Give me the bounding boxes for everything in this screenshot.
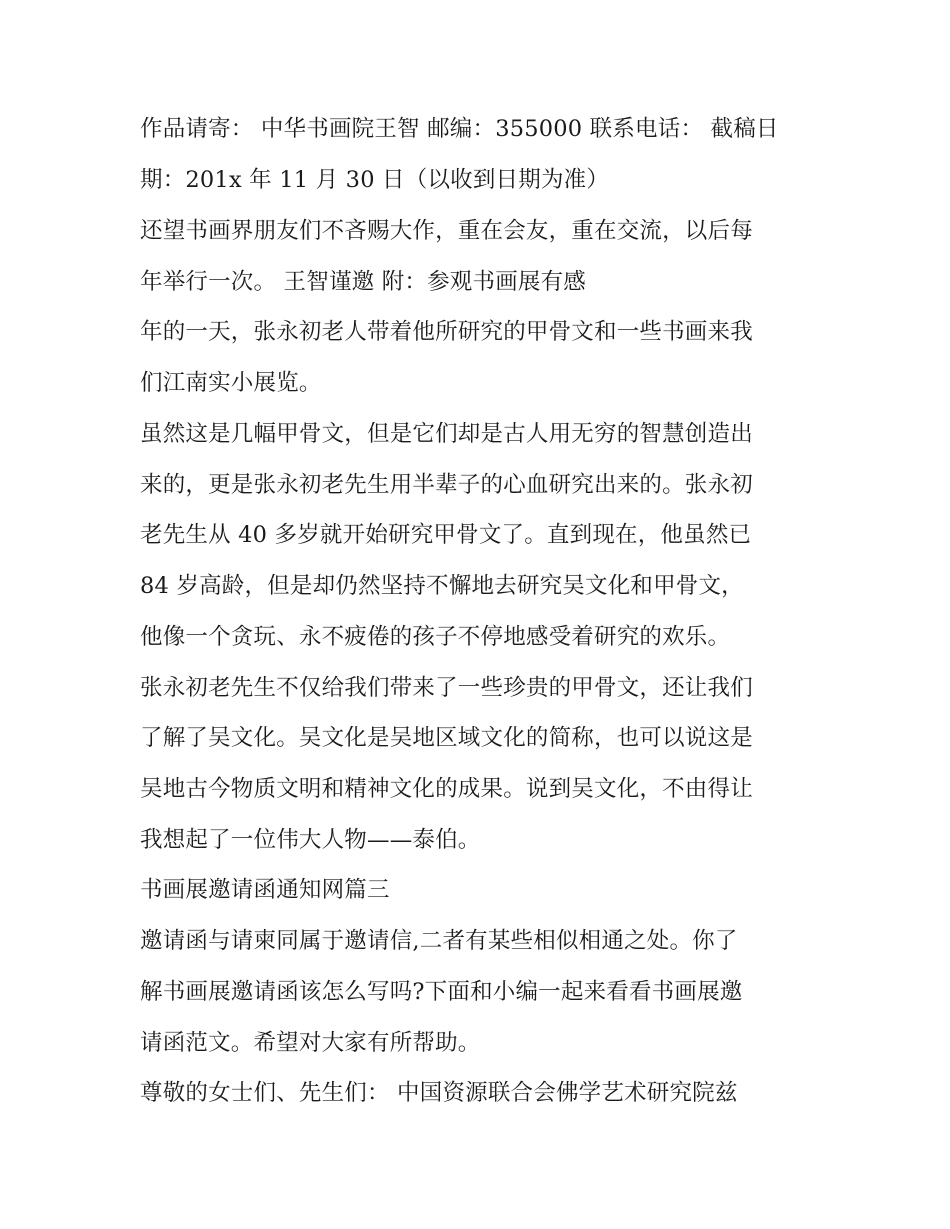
text-line: 尊敬的女士们、先生们： 中国资源联合会佛学艺术研究院兹 [140, 1080, 738, 1106]
text-line: 请函范文。希望对大家有所帮助。 [140, 1030, 481, 1056]
text-line: 虽然这是几幅甲骨文，但是它们却是古人用无穷的智慧创造出 [140, 421, 753, 447]
text-line: 老先生从 40 多岁就开始研究甲骨文了。直到现在，他虽然已 [140, 522, 752, 548]
text-line: 年的一天，张永初老人带着他所研究的甲骨文和一些书画来我 [140, 319, 753, 345]
text-line: 我想起了一位伟大人物——泰伯。 [140, 827, 481, 853]
text-line: 张永初老先生不仅给我们带来了一些珍贵的甲骨文，还让我们 [140, 675, 753, 701]
text-line: 了解了吴文化。吴文化是吴地区域文化的简称，也可以说这是 [140, 725, 753, 751]
text-line: 解书画展邀请函该怎么写吗?下面和小编一起来看看书画展邀 [140, 979, 743, 1005]
text-line: 84 岁高龄，但是却仍然坚持不懈地去研究吴文化和甲骨文， [140, 573, 744, 599]
text-line: 还望书画界朋友们不吝赐大作，重在会友，重在交流，以后每 [140, 218, 753, 244]
text-line: 期：201x 年 11 月 30 日（以收到日期为准） [140, 167, 610, 193]
text-line: 年举行一次。 王智谨邀 附：参观书画展有感 [140, 269, 587, 295]
text-line: 来的，更是张永初老先生用半辈子的心血研究出来的。张永初 [140, 472, 753, 498]
text-line: 邀请函与请柬同属于邀请信,二者有某些相似相通之处。你了 [140, 928, 738, 954]
text-line: 他像一个贪玩、永不疲倦的孩子不停地感受着研究的欢乐。 [140, 624, 731, 650]
text-line: 们江南实小展览。 [140, 370, 322, 396]
section-heading: 书画展邀请函通知网篇三 [140, 877, 390, 903]
text-line: 吴地古今物质文明和精神文化的成果。说到吴文化，不由得让 [140, 776, 753, 802]
text-line: 作品请寄： 中华书画院王智 邮编：355000 联系电话： 截稿日 [140, 116, 779, 142]
